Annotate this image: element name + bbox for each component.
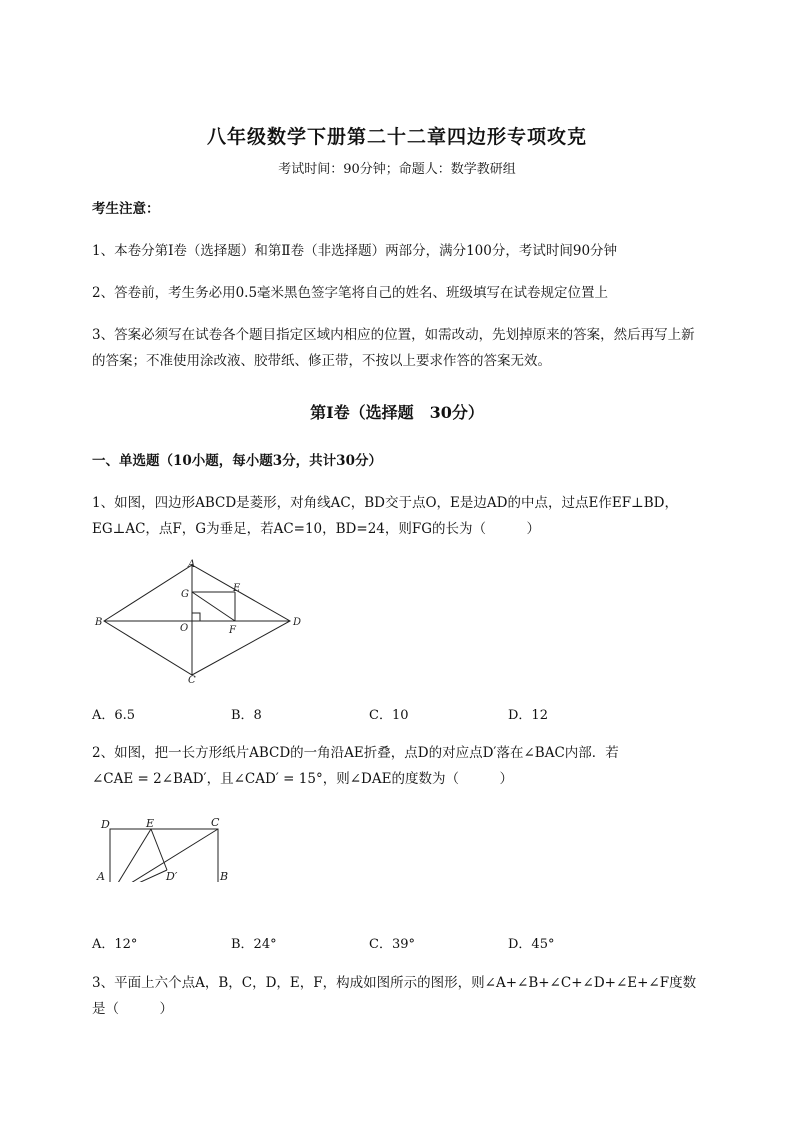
notice-item-2: 2、答卷前，考生务必用0.5毫米黑色签字笔将自己的姓名、班级填写在试卷规定位置上 bbox=[92, 285, 609, 301]
diagonal-ac bbox=[110, 829, 218, 882]
part-title: 一、单选题（10小题，每小题3分，共计30分） bbox=[92, 453, 382, 469]
page-subtitle: 考试时间：90分钟；命题人：数学教研组 bbox=[278, 162, 516, 177]
label-a: A bbox=[97, 870, 105, 882]
label-d-prime: D′ bbox=[166, 870, 178, 882]
label-e: E bbox=[233, 583, 241, 594]
page-title: 八年级数学下册第二十二章四边形专项攻克 bbox=[206, 126, 587, 148]
label-d: D bbox=[101, 818, 110, 831]
q3-text-line1: 3、平面上六个点A，B，C，D，E，F，构成如图所示的图形，则∠A+∠B+∠C+∠D+∠E+∠F度数 bbox=[92, 975, 697, 991]
label-b: B bbox=[220, 870, 229, 882]
q2-choice-b[interactable]: B．24° bbox=[231, 937, 277, 952]
q1-text-line2: EG⊥AC，点F，G为垂足，若AC=10，BD=24，则FG的长为（ ） bbox=[92, 521, 541, 537]
label-o: O bbox=[180, 623, 189, 634]
notice-heading: 考生注意： bbox=[92, 201, 160, 217]
label-c: C bbox=[188, 675, 196, 685]
notice-item-3: 3、答案必须写在试卷各个题目指定区域内相应的位置，如需改动，先划掉原来的答案，然后再写上新 bbox=[92, 327, 695, 343]
right-angle-mark bbox=[192, 613, 200, 621]
q1-choice-c[interactable]: C．10 bbox=[369, 708, 409, 723]
q2-choice-d[interactable]: D．45° bbox=[508, 937, 555, 952]
q1-choice-d[interactable]: D．12 bbox=[508, 708, 548, 723]
q1-text-line1: 1、如图，四边形ABCD是菱形，对角线AC，BD交于点O，E是边AD的中点，过点E作EF⊥BD， bbox=[92, 495, 678, 511]
segment-ed-prime bbox=[151, 829, 167, 870]
q1-rhombus-figure bbox=[90, 555, 305, 685]
rhombus-abcd bbox=[104, 565, 290, 675]
q1-choice-a[interactable]: A．6.5 bbox=[92, 708, 136, 723]
label-g: G bbox=[181, 589, 189, 600]
q1-choice-b[interactable]: B．8 bbox=[231, 708, 262, 723]
label-e: E bbox=[146, 817, 155, 830]
label-b: B bbox=[95, 617, 103, 628]
rectangle-abcd bbox=[110, 829, 218, 882]
segment-fg bbox=[192, 592, 235, 621]
segment-ad-prime bbox=[110, 870, 167, 882]
label-d: D bbox=[293, 617, 302, 628]
q2-choice-a[interactable]: A．12° bbox=[92, 937, 138, 952]
q2-text-line1: 2、如图，把一长方形纸片ABCD的一角沿AE折叠，点D的对应点D′落在∠BAC内部．若 bbox=[92, 745, 619, 761]
q2-text-line2: ∠CAE = 2∠BAD′，且∠CAD′ = 15°，则∠DAE的度数为（ ） bbox=[92, 771, 513, 787]
section-title: 第I卷（选择题 30分） bbox=[310, 403, 484, 422]
label-f: F bbox=[229, 625, 236, 636]
label-c: C bbox=[211, 816, 220, 829]
label-a: A bbox=[188, 559, 196, 570]
q2-rectangle-figure bbox=[95, 812, 235, 882]
notice-item-1: 1、本卷分第I卷（选择题）和第Ⅱ卷（非选择题）两部分，满分100分，考试时间90分钟 bbox=[92, 243, 618, 259]
q3-text-line2: 是（ ） bbox=[92, 1001, 173, 1017]
q2-choice-c[interactable]: C．39° bbox=[369, 937, 415, 952]
notice-item-3-cont: 的答案；不准使用涂改液、胶带纸、修正带，不按以上要求作答的答案无效。 bbox=[92, 353, 551, 369]
